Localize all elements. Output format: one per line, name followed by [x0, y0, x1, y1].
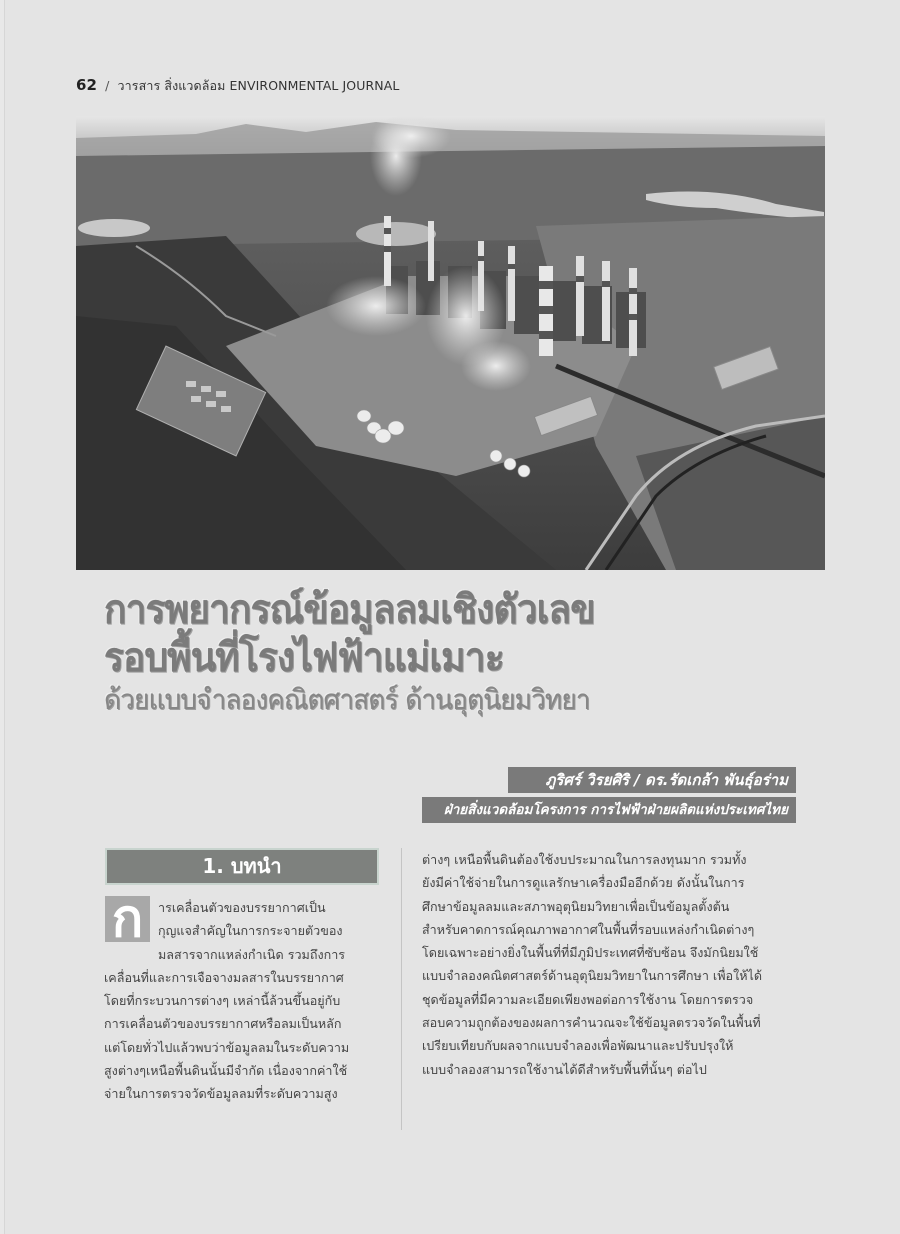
- section-heading-introduction: 1. บทนำ: [105, 848, 379, 885]
- hero-photo-power-plant: [76, 116, 825, 570]
- author-affiliation: ฝ่ายสิ่งแวดล้อมโครงการ การไฟฟ้าฝ่ายผลิตแห่งประเทศไทย: [422, 797, 796, 823]
- article-title: [104, 587, 804, 716]
- body-line: การเคลื่อนตัวของบรรยากาศหรือลมเป็นหลัก: [104, 1016, 342, 1032]
- body-line: สำหรับคาดการณ์คุณภาพอากาศในพื้นที่รอบแหล่งกำเนิดต่างๆ: [422, 921, 755, 937]
- journal-name: วารสาร สิ่งแวดล้อม ENVIRONMENTAL JOURNAL: [117, 78, 400, 93]
- title-line-1: การพยากรณ์ข้อมูลลมเชิงตัวเลข: [104, 587, 595, 633]
- body-line: ต่างๆ เหนือพื้นดินต้องใช้งบประมาณในการลงทุนมาก รวมทั้ง: [422, 852, 747, 867]
- header-separator: /: [105, 78, 110, 93]
- body-line: จ่ายในการตรวจวัดข้อมูลลมที่ระดับความสูง: [104, 1086, 338, 1102]
- body-column-right: [422, 848, 796, 1081]
- body-line: สูงต่างๆเหนือพื้นดินนั้นมีจำกัด เนื่องจากค่าใช้: [104, 1063, 348, 1079]
- body-line: โดยที่กระบวนการต่างๆ เหล่านี้ล้วนขึ้นอยู่กับ: [104, 993, 341, 1009]
- drop-cap: ก: [105, 896, 150, 942]
- author-names: ภูริศร์ วิรยศิริ / ดร.รัดเกล้า พันธุ์อร่าม: [508, 767, 796, 793]
- page-number: 62: [76, 76, 98, 94]
- body-line: ชุดข้อมูลที่มีความละเอียดเพียงพอต่อการใช้งาน โดยการตรวจ: [422, 991, 754, 1007]
- body-line: ศึกษาข้อมูลลมและสภาพอุตุนิยมวิทยาเพื่อเป็นข้อมูลตั้งต้น: [422, 898, 730, 914]
- body-line: แต่โดยทั่วไปแล้วพบว่าข้อมูลลมในระดับความ: [104, 1039, 350, 1055]
- running-header: [76, 76, 399, 96]
- body-column-left: [104, 896, 376, 1106]
- title-line-2: รอบพื้นที่โรงไฟฟ้าแม่เมาะ: [104, 635, 504, 681]
- body-line: เปรียบเทียบกับผลจากแบบจำลองเพื่อพัฒนาและปรับปรุงให้: [422, 1038, 734, 1054]
- power-plant-aerial-image: [76, 116, 825, 570]
- column-divider: [401, 848, 402, 1130]
- body-line: กุญแจสำคัญในการกระจายตัวของ: [158, 923, 343, 939]
- body-line: แบบจำลองสามารถใช้งานได้ดีสำหรับพื้นที่นั้นๆ ต่อไป: [422, 1061, 707, 1077]
- body-line: มลสารจากแหล่งกำเนิด รวมถึงการ: [158, 946, 346, 962]
- body-line: ารเคลื่อนตัวของบรรยากาศเป็น: [158, 900, 326, 915]
- body-line: สอบความถูกต้องของผลการคำนวณจะใช้ข้อมูลตรวจวัดในพื้นที่: [422, 1015, 761, 1031]
- body-line: เคลื่อนที่และการเจือจางมลสารในบรรยากาศ: [104, 969, 344, 985]
- body-line: ยังมีค่าใช้จ่ายในการดูแลรักษาเครื่องมืออีกด้วย ดังนั้นในการ: [422, 875, 745, 891]
- body-line: แบบจำลองคณิตศาสตร์ด้านอุตุนิยมวิทยาในการศึกษา เพื่อให้ได้: [422, 968, 763, 984]
- page-binding-edge: [0, 0, 5, 1234]
- body-line: โดยเฉพาะอย่างยิ่งในพื้นที่ที่มีภูมิประเทศที่ซับซ้อน จึงมักนิยมใช้: [422, 945, 759, 961]
- title-line-3-subtitle: ด้วยแบบจำลองคณิตศาสตร์ ด้านอุตุนิยมวิทยา: [104, 683, 590, 716]
